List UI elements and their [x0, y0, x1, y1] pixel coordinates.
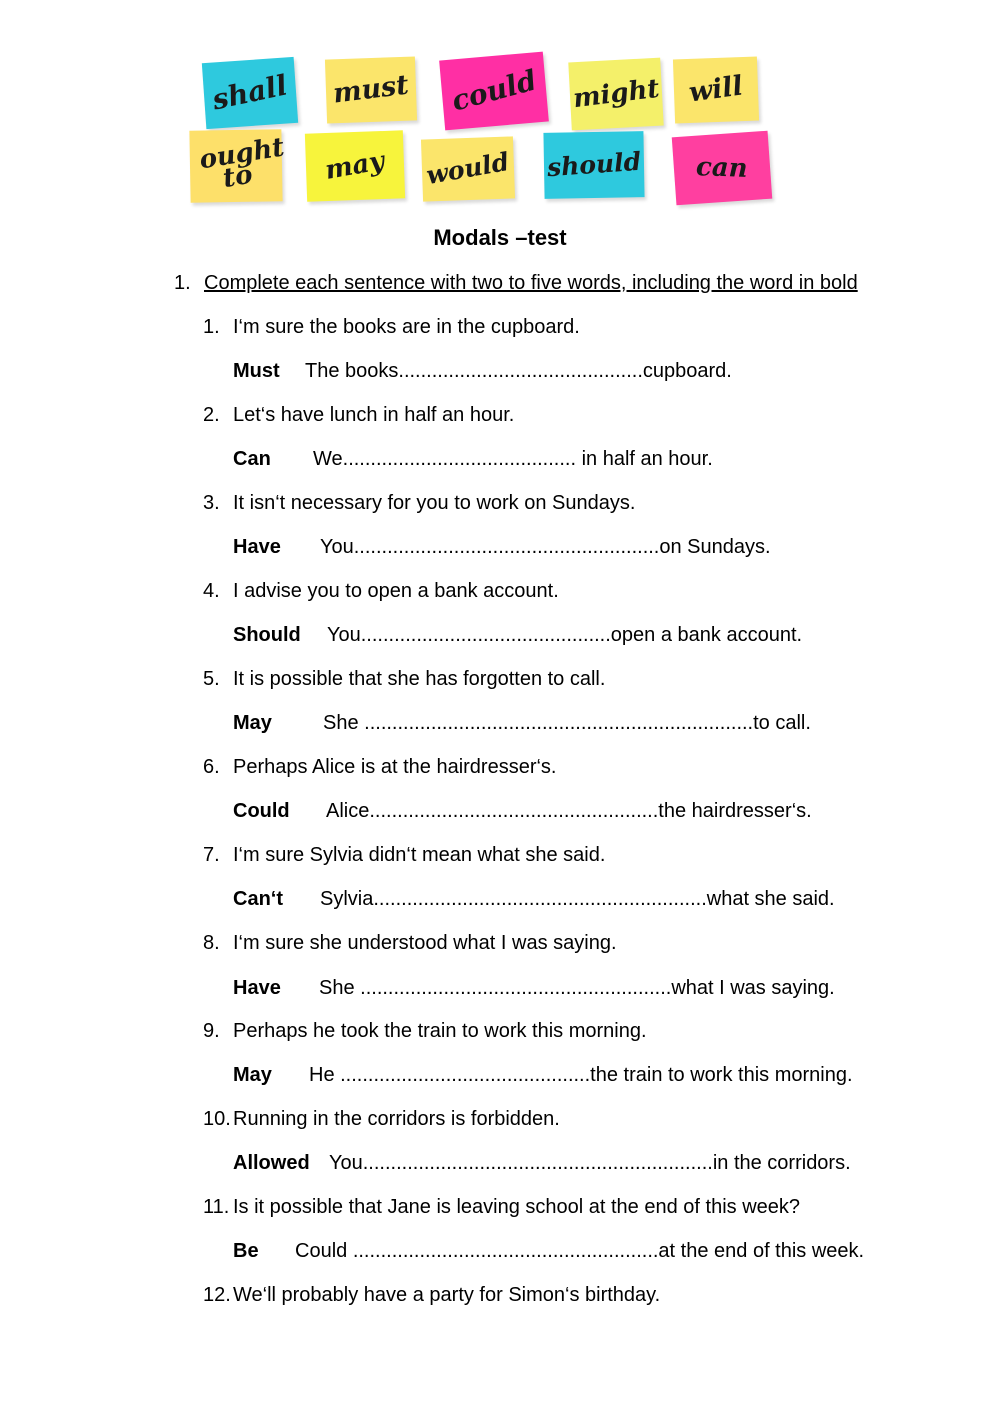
question-number: 2. — [203, 404, 220, 426]
question-text: I‘m sure the books are in the cupboard. — [233, 316, 580, 338]
question-text: Perhaps he took the train to work this morning. — [233, 1020, 647, 1042]
answer-line — [233, 977, 835, 1000]
sticky-note-would: would — [421, 136, 515, 201]
keyword: Have — [233, 977, 281, 999]
sticky-note-ought-to: ought to — [189, 129, 282, 203]
keyword: Must — [233, 360, 280, 382]
answer-line — [233, 624, 802, 647]
question-number: 8. — [203, 932, 220, 954]
question-number: 7. — [203, 844, 220, 866]
question-number: 12. — [203, 1284, 231, 1306]
sticky-note-shall: shall — [202, 57, 298, 129]
question-text: It is possible that she has forgotten to call. — [233, 668, 606, 690]
keyword: May — [233, 712, 272, 734]
answer-text: Sylvia............................................................what she said. — [320, 888, 835, 910]
answer-line — [233, 888, 835, 911]
instruction-number: 1. — [174, 272, 191, 294]
keyword: Can — [233, 448, 271, 470]
question-number: 9. — [203, 1020, 220, 1042]
keyword: Can‘t — [233, 888, 283, 910]
keyword: Should — [233, 624, 301, 646]
sticky-note-might: might — [568, 58, 663, 131]
question-item — [203, 1284, 660, 1307]
question-item — [203, 316, 580, 339]
answer-text: The books............................................cupboard. — [305, 360, 732, 382]
question-item — [203, 1108, 560, 1131]
sticky-note-must: must — [325, 56, 417, 123]
question-text: I‘m sure she understood what I was saying. — [233, 932, 617, 954]
question-number: 6. — [203, 756, 220, 778]
answer-line — [233, 448, 713, 471]
question-item — [203, 844, 605, 867]
sticky-note-may: may — [305, 130, 405, 201]
question-item — [203, 756, 557, 779]
question-item — [203, 668, 605, 691]
answer-text: You.............................................open a bank account. — [327, 624, 803, 646]
keyword: Allowed — [233, 1152, 310, 1174]
question-item — [203, 1020, 647, 1043]
answer-text: You.......................................................on Sundays. — [320, 536, 771, 558]
question-number: 3. — [203, 492, 220, 514]
question-text: I advise you to open a bank account. — [233, 580, 559, 602]
exercise-instruction — [174, 272, 858, 295]
question-number: 4. — [203, 580, 220, 602]
answer-text: She ........................................................what I was saying. — [319, 977, 835, 999]
question-text: It isn‘t necessary for you to work on Sundays. — [233, 492, 636, 514]
sticky-note-should: should — [543, 131, 644, 199]
answer-text: Could .......................................................at the end of this week. — [295, 1240, 865, 1262]
question-text: Perhaps Alice is at the hairdresser‘s. — [233, 756, 557, 778]
question-text: Is it possible that Jane is leaving school at the end of this week? — [233, 1196, 801, 1218]
question-text: We‘ll probably have a party for Simon‘s birthday. — [233, 1284, 661, 1306]
question-item — [203, 1196, 800, 1219]
question-number: 5. — [203, 668, 220, 690]
keyword: Be — [233, 1240, 259, 1262]
question-item — [203, 932, 617, 955]
sticky-note-could: could — [439, 52, 549, 131]
answer-line — [233, 536, 771, 559]
answer-text: She ......................................................................to call. — [323, 712, 811, 734]
page-title: Modals –test — [433, 225, 567, 250]
sticky-note-will: will — [673, 57, 759, 124]
question-number: 1. — [203, 316, 220, 338]
answer-line — [233, 360, 732, 383]
sticky-note-can: can — [672, 131, 773, 206]
modal-verbs-sticky-notes-image — [188, 52, 788, 212]
question-text: Running in the corridors is forbidden. — [233, 1108, 560, 1130]
question-item — [203, 404, 514, 427]
keyword: May — [233, 1064, 272, 1086]
question-item — [203, 492, 635, 515]
question-number: 10. — [203, 1108, 231, 1130]
keyword: Have — [233, 536, 281, 558]
question-number: 11. — [203, 1196, 230, 1218]
question-text: I‘m sure Sylvia didn‘t mean what she said. — [233, 844, 606, 866]
answer-text: You...............................................................in the corridors. — [329, 1152, 851, 1174]
answer-line — [233, 712, 811, 735]
answer-line — [233, 800, 812, 823]
question-text: Let‘s have lunch in half an hour. — [233, 404, 515, 426]
answer-text: We.......................................... in half an hour. — [313, 448, 713, 470]
answer-line — [233, 1064, 853, 1087]
question-item — [203, 580, 559, 603]
answer-line — [233, 1152, 851, 1175]
keyword: Could — [233, 800, 290, 822]
answer-text: He .............................................the train to work this morning. — [309, 1064, 853, 1086]
instruction-text: Complete each sentence with two to five words, including the word in bold — [204, 272, 858, 294]
answer-line — [233, 1240, 864, 1263]
answer-text: Alice....................................................the hairdresser‘s. — [326, 800, 812, 822]
